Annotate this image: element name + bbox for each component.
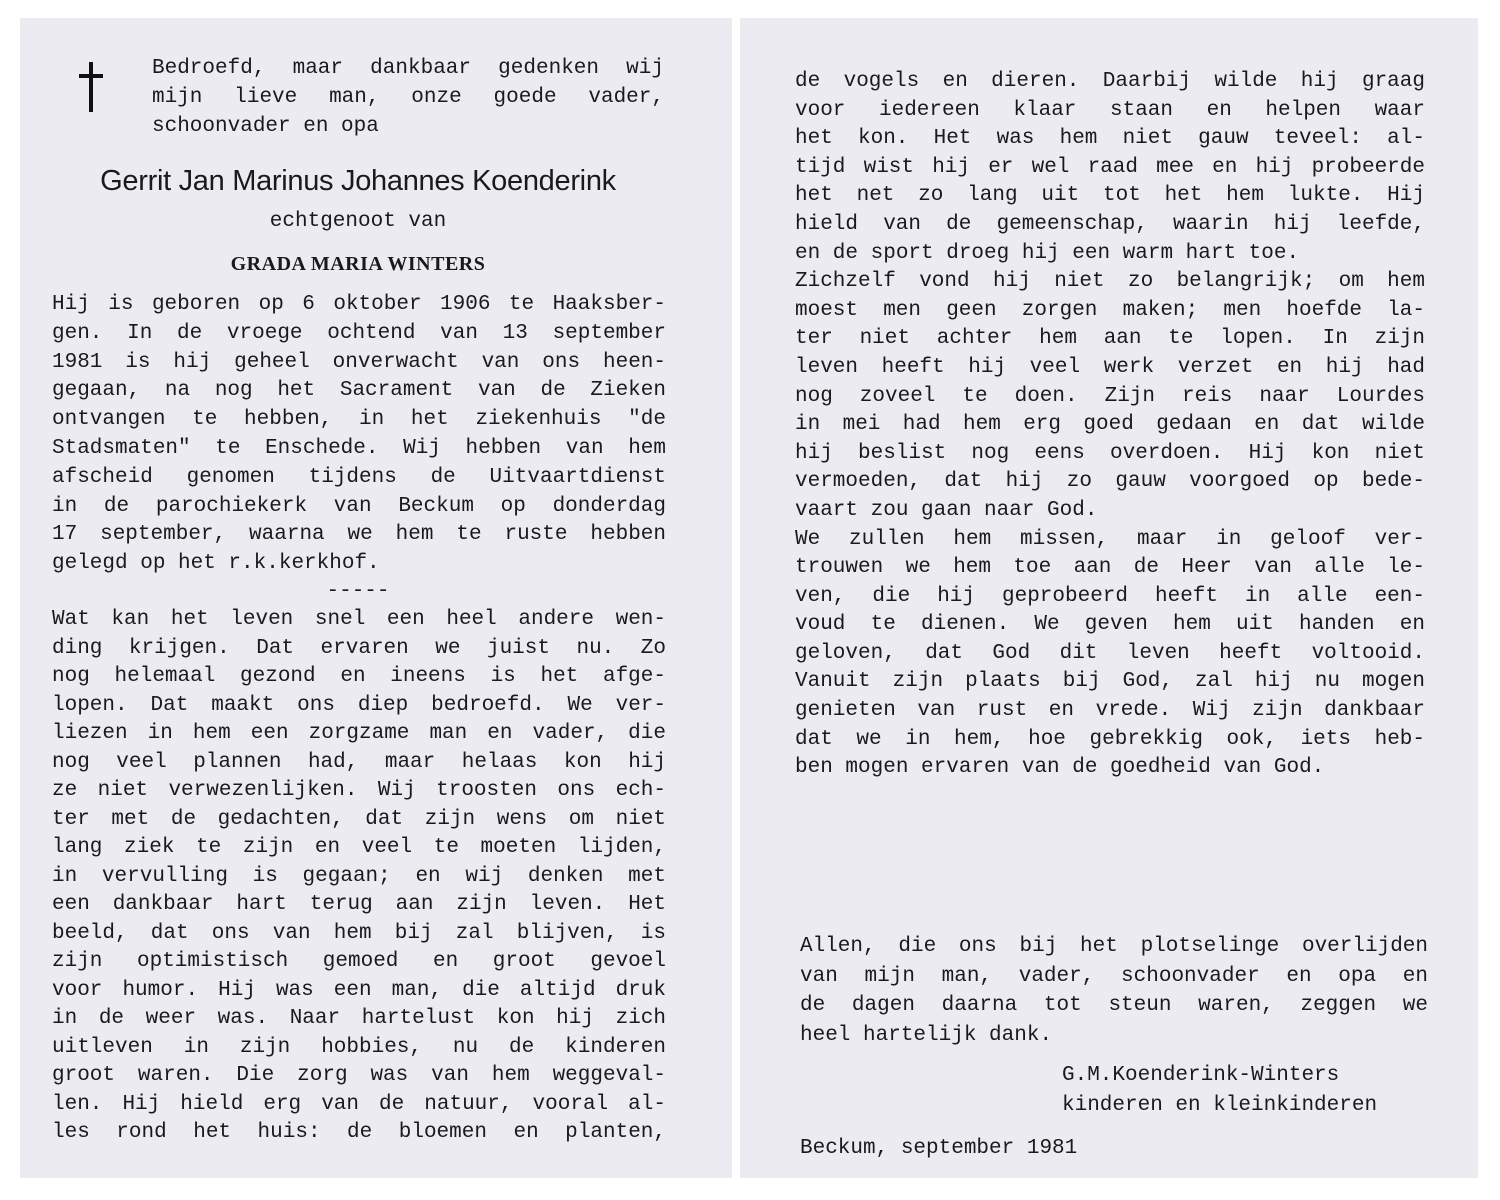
bio-line: in de parochiekerk van Beckum op donderdag	[52, 494, 666, 518]
body-line: uitleven in zijn hobbies, nu de kinderen	[52, 1035, 666, 1059]
body-line: beeld, dat ons van hem bij zal blijven, is	[52, 921, 666, 945]
body-line: tijd wist hij er wel raad mee en hij probeerde	[795, 155, 1425, 179]
body-line: les rond het huis: de bloemen en planten,	[52, 1121, 666, 1144]
body-line: Vanuit zijn plaats bij God, zal hij nu mogen	[795, 670, 1425, 694]
body-line: in mei had hem erg goed gedaan en dat wilde	[795, 413, 1425, 437]
body-line: Zichzelf vond hij niet zo belangrijk; om hem	[795, 270, 1425, 294]
cross-icon	[78, 62, 104, 112]
spouse-name: GRADA MARIA WINTERS	[230, 253, 486, 275]
deceased-name: Gerrit Jan Marinus Johannes Koenderink	[100, 165, 616, 197]
body-line: voud te dienen. We geven hem uit handen en	[795, 613, 1425, 637]
intro-line: schoonvader en opa	[152, 115, 379, 138]
left-body-text	[52, 606, 666, 1148]
signature	[1062, 1061, 1428, 1120]
thanks-line: van mijn man, vader, schoonvader en opa en	[800, 964, 1428, 988]
intro-line: mijn lieve man, onze goede vader,	[152, 86, 664, 109]
body-line: leven heeft hij veel werk verzet en hij had	[795, 355, 1425, 379]
body-line: het net zo lang uit tot het hem lukte. Hij	[795, 184, 1425, 208]
body-line: een dankbaar hart terug aan zijn leven. Het	[52, 893, 666, 916]
body-line: ding krijgen. Dat ervaren we juist nu. Zo	[52, 636, 666, 660]
signature-line: G.M.Koenderink-Winters	[1062, 1064, 1340, 1087]
body-line: liezen in hem een zorgzame man en vader, die	[52, 722, 666, 745]
bio-line: Hij is geboren op 6 oktober 1906 te Haaksber-	[52, 293, 666, 316]
body-line: lopen. Dat maakt ons diep bedroefd. We ver-	[52, 693, 666, 717]
body-line: voor iedereen klaar staan en helpen waar	[795, 98, 1425, 122]
body-line: len. Hij hield erg van de natuur, vooral al-	[52, 1092, 666, 1116]
bio-line: gelegd op het r.k.kerkhof.	[52, 552, 380, 576]
body-line: We zullen hem missen, maar in geloof ver-	[795, 527, 1425, 551]
body-line: in vervulling is gegaan; en wij denken met	[52, 864, 666, 888]
separator: -----	[326, 580, 390, 603]
body-line: nog veel plannen had, maar helaas kon hij	[52, 750, 666, 774]
intro-text	[152, 54, 664, 141]
body-line: Wat kan het leven snel een heel andere wen-	[52, 608, 666, 631]
body-line: vermoeden, dat hij zo gauw voorgoed op bede-	[795, 470, 1425, 494]
bio-line: Stadsmaten" te Enschede. Wij hebben van hem	[52, 436, 666, 460]
page-divider	[733, 18, 739, 1178]
thanks-line: de dagen daarna tot steun waren, zeggen we	[800, 994, 1428, 1017]
body-line: voor humor. Hij was een man, die altijd druk	[52, 978, 666, 1002]
bio-line: 17 september, waarna we hem te ruste hebben	[52, 523, 666, 547]
body-line: dat we in hem, hoe gebrekkig ook, iets heb-	[795, 727, 1425, 751]
body-line: geloven, dat God dit leven heeft voltooid.	[795, 641, 1425, 665]
body-line: hield van de gemeenschap, waarin hij leefde,	[795, 212, 1425, 236]
bio-line: gen. In de vroege ochtend van 13 september	[52, 321, 666, 345]
bio-line: gegaan, na nog het Sacrament van de Zieken	[52, 379, 666, 403]
body-line: ter met de gedachten, dat zijn wens om niet	[52, 807, 666, 831]
intro-line: Bedroefd, maar dankbaar gedenken wij	[152, 57, 664, 80]
body-line: groot waren. Die zorg was van hem weggeval-	[52, 1064, 666, 1087]
body-line: de vogels en dieren. Daarbij wilde hij graag	[795, 70, 1425, 93]
thanks-line: heel hartelijk dank.	[800, 1023, 1053, 1047]
thanks-text	[800, 932, 1428, 1050]
body-line: hij beslist nog eens overdoen. Hij kon niet	[795, 441, 1425, 465]
body-line: vaart zou gaan naar God.	[795, 498, 1098, 522]
body-line: het kon. Het was hem niet gauw teveel: al-	[795, 127, 1425, 151]
body-line: moest men geen zorgen maken; men hoefde la-	[795, 298, 1425, 322]
body-line: ben mogen ervaren van de goedheid van God.	[795, 756, 1325, 780]
body-line: in de weer was. Naar hartelust kon hij zich	[52, 1007, 666, 1030]
signature-line: kinderen en kleinkinderen	[1062, 1093, 1378, 1117]
body-line: trouwen we hem toe aan de Heer van alle le-	[795, 556, 1425, 580]
body-line: en de sport droeg hij een warm hart toe.	[795, 241, 1300, 265]
bio-line: ontvangen te hebben, in het ziekenhuis "de	[52, 408, 666, 432]
spouse-label: echtgenoot van	[269, 210, 447, 233]
bio-line: afscheid genomen tijdens de Uitvaartdienst	[52, 465, 666, 489]
right-body-text	[795, 68, 1425, 783]
biography	[52, 291, 666, 579]
bio-line: 1981 is hij geheel onverwacht van ons heen-	[52, 350, 666, 374]
body-line: ter niet achter hem aan te lopen. In zijn	[795, 327, 1425, 351]
body-line: nog zoveel te doen. Zijn reis naar Lourdes	[795, 384, 1425, 408]
body-line: nog helemaal gezond en ineens is het afge-	[52, 665, 666, 688]
body-line: zijn optimistisch gemoed en groot gevoel	[52, 950, 666, 973]
body-line: ze niet verwezenlijken. Wij troosten ons ech-	[52, 779, 666, 802]
body-line: ven, die hij geprobeerd heeft in alle een-	[795, 584, 1425, 608]
place-date: Beckum, september 1981	[800, 1137, 1078, 1160]
body-line: lang ziek te zijn en veel te moeten lijden,	[52, 836, 666, 859]
body-line: genieten van rust en vrede. Wij zijn dankbaar	[795, 699, 1425, 723]
thanks-line: Allen, die ons bij het plotselinge overlijden	[800, 935, 1428, 958]
